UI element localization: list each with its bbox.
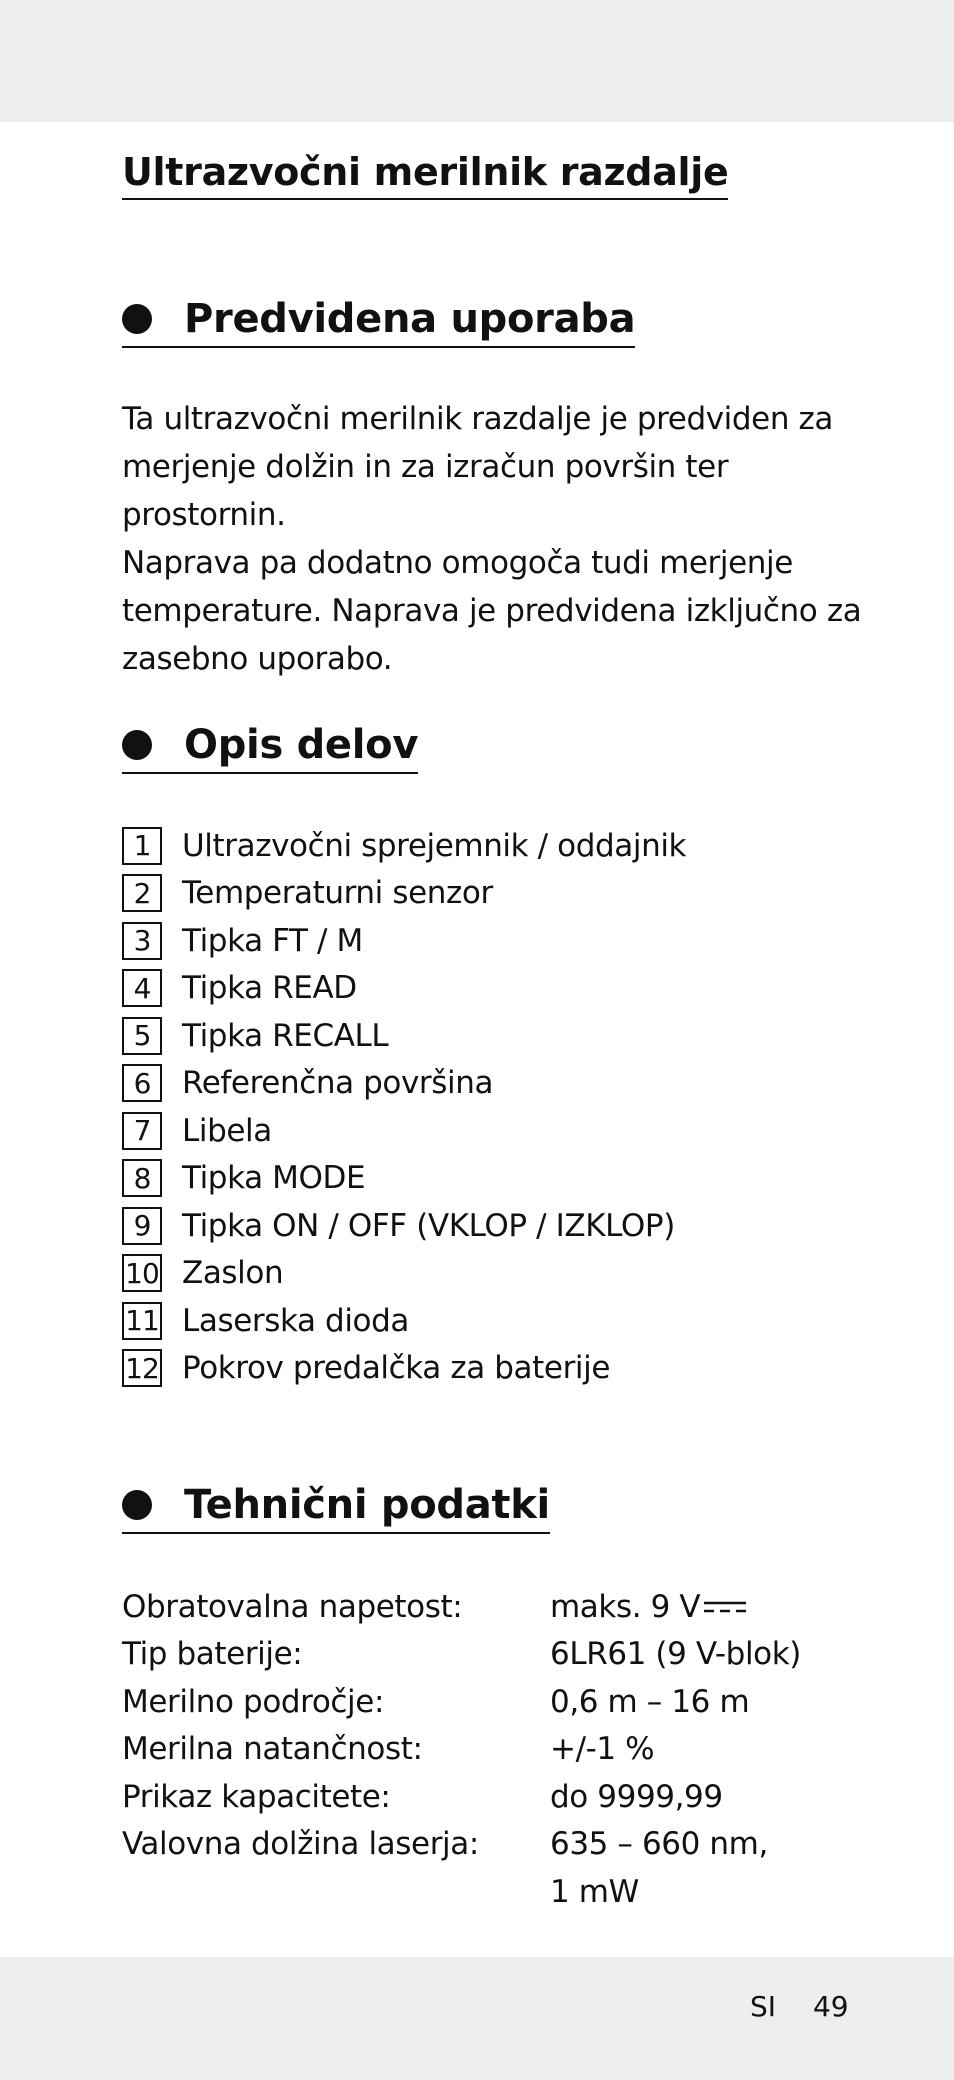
bullet-icon	[122, 304, 152, 334]
part-label: Ultrazvočni sprejemnik / oddajnik	[182, 827, 687, 864]
top-margin-band	[0, 0, 954, 122]
spec-label: Prikaz kapacitete:	[122, 1778, 391, 1815]
spec-label: Merilna natančnost:	[122, 1731, 423, 1768]
part-label: Laserska dioda	[182, 1302, 409, 1339]
spec-label: Obratovalna napetost:	[122, 1588, 463, 1625]
section-heading-text: Predvidena uporaba	[184, 296, 636, 342]
spec-value: 1 mW	[550, 1873, 639, 1910]
part-label: Zaslon	[182, 1255, 284, 1292]
page-footer	[750, 1990, 849, 2023]
list-item	[122, 1345, 686, 1393]
section-heading-text: Tehnični podatki	[184, 1482, 550, 1528]
list-item	[122, 965, 686, 1013]
specs-table	[122, 1583, 801, 1916]
page-number: 49	[812, 1990, 849, 2023]
part-label: Tipka FT / M	[182, 922, 363, 959]
part-number-box: 10	[122, 1254, 162, 1292]
paragraph-line: Naprava pa dodatno omogoča tudi merjenje	[122, 545, 793, 581]
part-number-box: 12	[122, 1349, 162, 1387]
part-number-box: 4	[122, 969, 162, 1007]
parts-list	[122, 822, 686, 1392]
part-number-box: 11	[122, 1302, 162, 1340]
spec-value-cell	[550, 1589, 746, 1625]
spec-label: Valovna dolžina laserja:	[122, 1826, 479, 1863]
part-number-box: 5	[122, 1017, 162, 1055]
part-number-box: 8	[122, 1159, 162, 1197]
spec-value: 635 – 660 nm,	[550, 1826, 768, 1863]
paragraph-line: Ta ultrazvočni merilnik razdalje je predviden za	[122, 401, 834, 437]
paragraph-line: merjenje dolžin in za izračun površin ter prostornin.	[122, 449, 729, 533]
list-item	[122, 822, 686, 870]
section-heading-parts	[122, 722, 418, 774]
table-row	[122, 1631, 801, 1679]
direct-current-icon	[704, 1599, 746, 1615]
part-label: Referenčna površina	[182, 1065, 494, 1102]
part-number-box: 9	[122, 1207, 162, 1245]
part-label: Libela	[182, 1112, 272, 1149]
table-row	[122, 1773, 801, 1821]
list-item	[122, 1107, 686, 1155]
spec-label: Merilno področje:	[122, 1683, 384, 1720]
table-row	[122, 1583, 801, 1631]
paragraph-line: temperature. Naprava je predvidena izključno za	[122, 593, 862, 629]
list-item	[122, 1202, 686, 1250]
bullet-icon	[122, 1490, 152, 1520]
part-label: Temperaturni senzor	[182, 875, 493, 912]
bullet-icon	[122, 730, 152, 760]
list-item	[122, 1060, 686, 1108]
list-item	[122, 1155, 686, 1203]
spec-value: 6LR61 (9 V-blok)	[550, 1636, 801, 1673]
spec-label: Tip baterije:	[122, 1636, 303, 1673]
part-number-box: 3	[122, 922, 162, 960]
part-label: Pokrov predalčka za baterije	[182, 1350, 611, 1387]
part-label: Tipka READ	[182, 970, 357, 1007]
part-number-box: 6	[122, 1064, 162, 1102]
part-number-box: 1	[122, 827, 162, 865]
section-heading-specs	[122, 1482, 550, 1534]
list-item	[122, 1250, 686, 1298]
part-number-box: 2	[122, 874, 162, 912]
spec-value: do 9999,99	[550, 1778, 723, 1815]
language-code: SI	[750, 1990, 777, 2023]
usage-paragraph	[122, 395, 862, 683]
table-row	[122, 1678, 801, 1726]
part-label: Tipka ON / OFF (VKLOP / IZKLOP)	[182, 1207, 675, 1244]
page-title: Ultrazvočni merilnik razdalje	[122, 150, 728, 200]
list-item	[122, 1012, 686, 1060]
spec-value: maks. 9 V	[550, 1588, 701, 1625]
section-heading-text: Opis delov	[184, 722, 419, 768]
spec-value: +/-1 %	[550, 1731, 655, 1768]
table-row-continuation	[122, 1868, 801, 1916]
list-item	[122, 1297, 686, 1345]
part-label: Tipka RECALL	[182, 1017, 389, 1054]
list-item	[122, 870, 686, 918]
part-label: Tipka MODE	[182, 1160, 366, 1197]
paragraph-line: zasebno uporabo.	[122, 641, 393, 677]
section-heading-usage	[122, 296, 635, 348]
table-row	[122, 1726, 801, 1774]
spec-value: 0,6 m – 16 m	[550, 1683, 750, 1720]
table-row	[122, 1821, 801, 1869]
list-item	[122, 917, 686, 965]
part-number-box: 7	[122, 1112, 162, 1150]
